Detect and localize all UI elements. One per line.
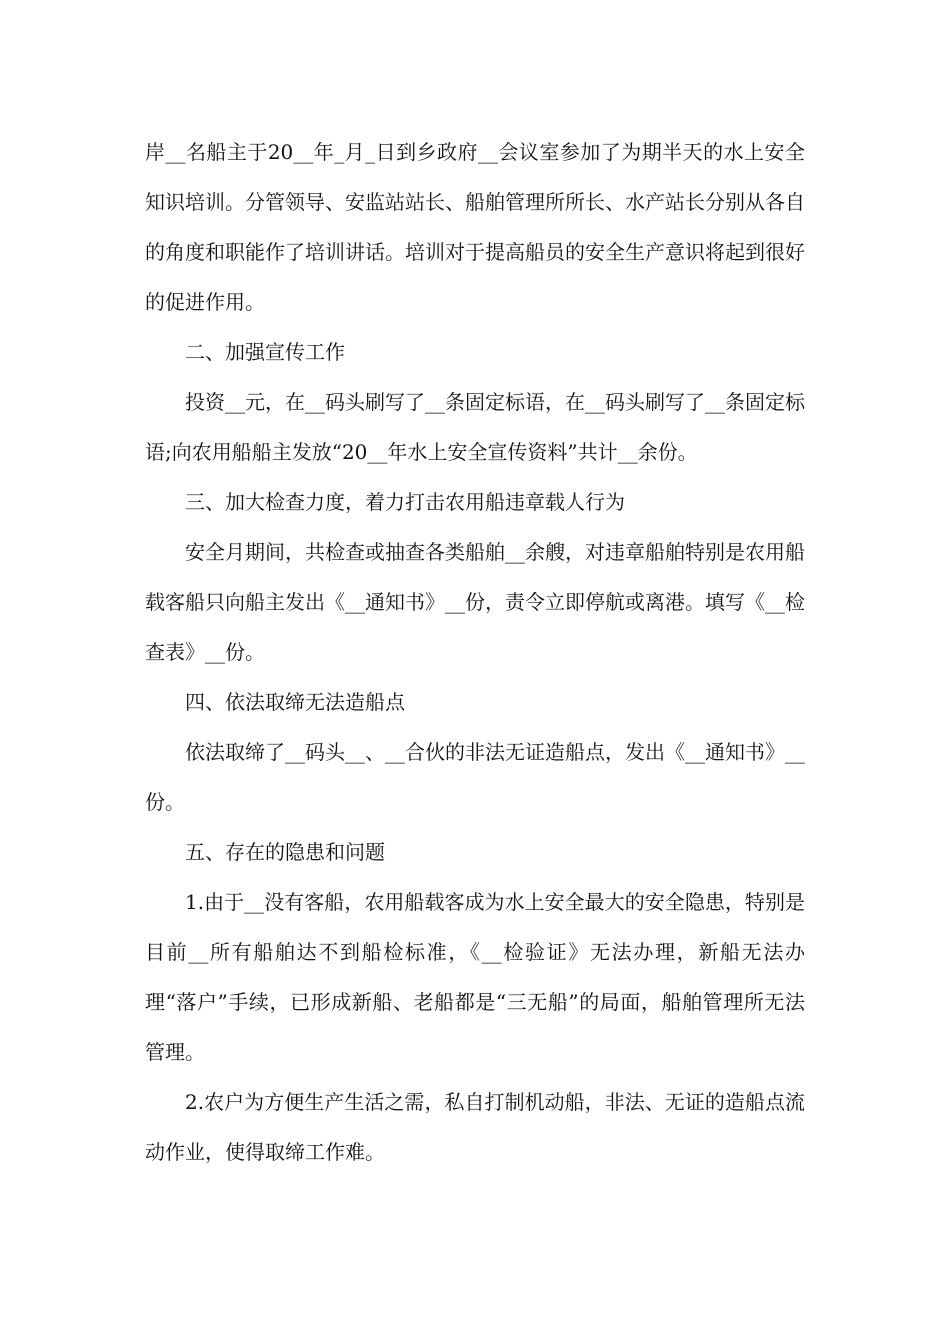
section-heading-publicity: 二、加强宣传工作 bbox=[185, 340, 345, 364]
paragraph-publicity: 投资__元，在__码头刷写了__条固定标语，在__码头刷写了__条固定标语;向农用船船主发放“20__年水上安全宣传资料”共计__余份。 bbox=[145, 390, 805, 464]
paragraph-hazard-2: 2.农户为方便生产生活之需，私自打制机动船，非法、无证的造船点流动作业，使得取缔工作难。 bbox=[145, 1090, 805, 1164]
section-heading-shipyard-ban: 四、依法取缔无法造船点 bbox=[185, 690, 405, 714]
section-heading-hazards: 五、存在的隐患和问题 bbox=[185, 840, 385, 864]
paragraph-hazard-1: 1.由于__没有客船，农用船载客成为水上安全最大的安全隐患，特别是目前__所有船舶达不到船检标准，《__检验证》无法办理，新船无法办理“落户”手续，已形成新船、老船都是“三无船”的局面，船舶管理所无法管理。 bbox=[145, 890, 805, 1064]
paragraph-inspection: 安全月期间，共检查或抽查各类船舶__余艘，对违章船舶特别是农用船载客船只向船主发出《__通知书》__份，责令立即停航或离港。填写《__检查表》__份。 bbox=[145, 540, 805, 664]
paragraph-training-summary: 岸__名船主于20__年_月_日到乡政府__会议室参加了为期半天的水上安全知识培训。分管领导、安监站站长、船舶管理所所长、水产站长分别从各自的角度和职能作了培训讲话。培训对于提高船员的安全生产意识将起到很好的促进作用。 bbox=[145, 140, 805, 314]
document-page bbox=[145, 127, 805, 1177]
section-heading-inspection: 三、加大检查力度，着力打击农用船违章载人行为 bbox=[185, 490, 625, 514]
paragraph-shipyard-ban: 依法取缔了__码头__、__合伙的非法无证造船点，发出《__通知书》__份。 bbox=[145, 740, 805, 814]
